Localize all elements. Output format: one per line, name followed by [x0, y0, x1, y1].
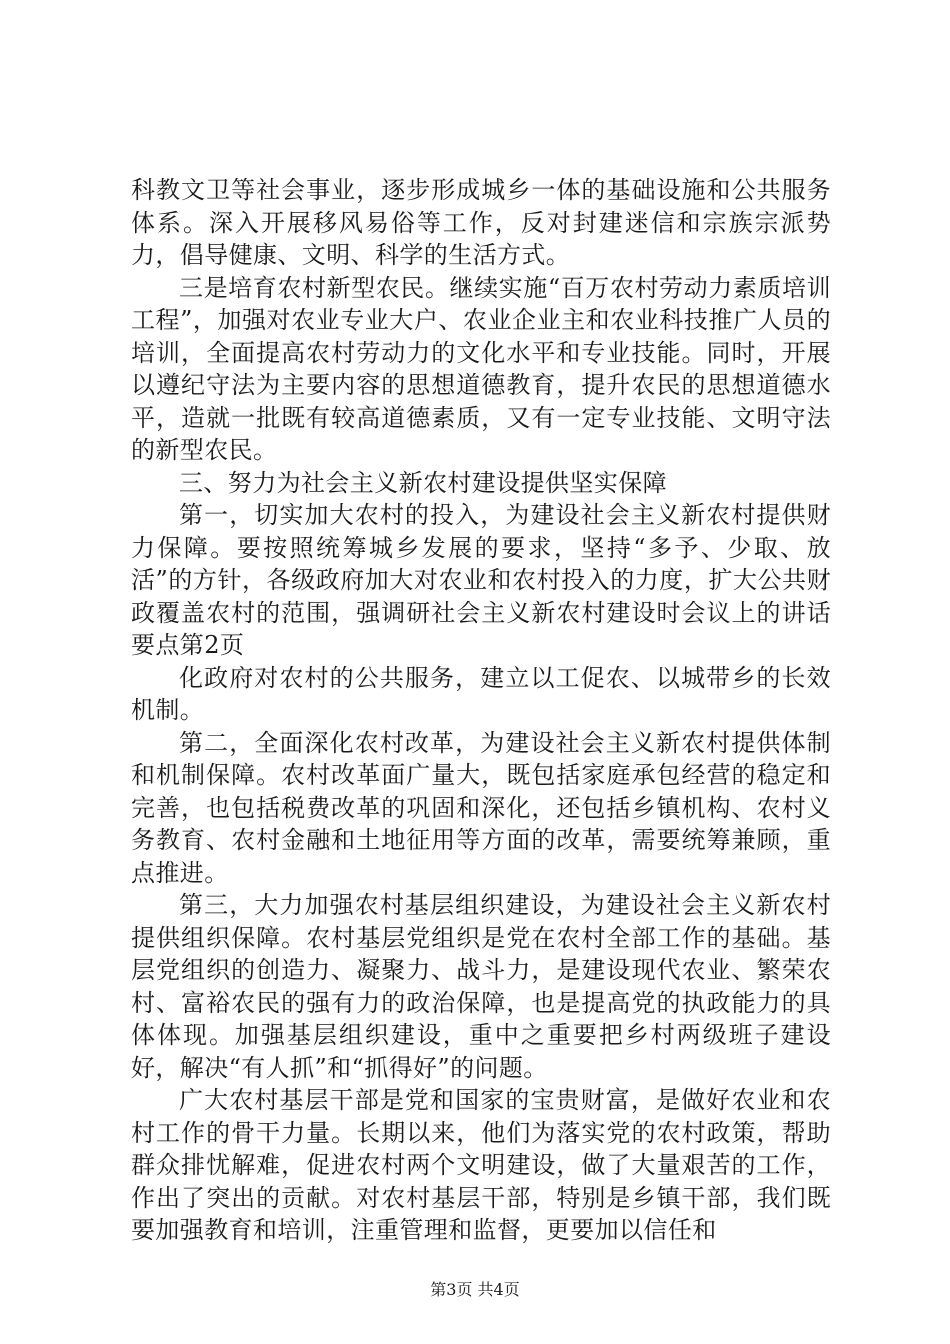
section-heading: 三、努力为社会主义新农村建设提供坚实保障 — [179, 468, 667, 497]
paragraph-continuation-2: 化政府对农村的公共服务，建立以工促农、以城带乡的长效机制。 — [131, 663, 831, 724]
paragraph-cadres: 广大农村基层干部是党和国家的宝贵财富，是做好农业和农村工作的骨干力量。长期以来，他们为落实党的农村政策，帮助群众排忧解难，促进农村两个文明建设，做了大量艰苦的工作，作出了突出的贡献。对农村基层干部，特别是乡镇干部，我们既要加强教育和培训，注重管理和监督，更要加以信任和 — [131, 1086, 831, 1244]
paragraph-second: 第二，全面深化农村改革，为建设社会主义新农村提供体制和机制保障。农村改革面广量大，既包括家庭承包经营的稳定和完善，也包括税费改革的巩固和深化，还包括乡镇机构、农村义务教育、农村金融和土地征用等方面的改革，需要统筹兼顾，重点推进。 — [131, 728, 831, 887]
page-footer: 第3页 共4页 — [430, 1280, 520, 1299]
document-body — [131, 174, 831, 1247]
paragraph-new-farmers: 三是培育农村新型农民。继续实施“百万农村劳动力素质培训工程”，加强对农业专业大户、农业企业主和农业科技推广人员的培训，全面提高农村劳动力的文化水平和专业技能。同时，开展以遵纪守法为主要内容的思想道德教育，提升农民的思想道德水平，造就一批既有较高道德素质，又有一定专业技能、文明守法的新型农民。 — [131, 273, 831, 464]
paragraph-third: 第三，大力加强农村基层组织建设，为建设社会主义新农村提供组织保障。农村基层党组织是党在农村全部工作的基础。基层党组织的创造力、凝聚力、战斗力，是建设现代农业、繁荣农村、富裕农民的强有力的政治保障，也是提高党的执政能力的具体体现。加强基层组织建设，重中之重要把乡村两级班子建设好，解决“有人抓”和“抓得好”的问题。 — [131, 891, 831, 1082]
paragraph-first: 第一，切实加大农村的投入，为建设社会主义新农村提供财力保障。要按照统筹城乡发展的要求，坚持“多予、少取、放活”的方针，各级政府加大对农业和农村投入的力度，扩大公共财政覆盖农村的范围，强调研社会主义新农村建设时会议上的讲话要点第2页 — [131, 501, 831, 659]
paragraph-continuation: 科教文卫等社会事业，逐步形成城乡一体的基础设施和公共服务体系。深入开展移风易俗等工作，反对封建迷信和宗族宗派势力，倡导健康、文明、科学的生活方式。 — [131, 176, 831, 269]
